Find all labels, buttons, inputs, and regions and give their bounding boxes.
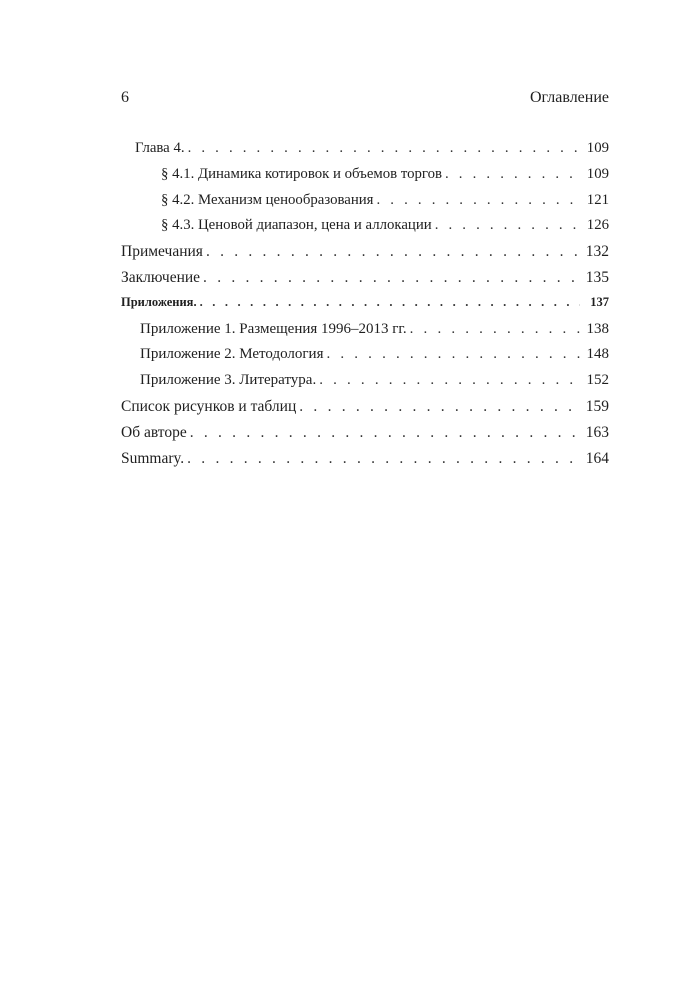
toc-entry-title: Приложение 1. Размещения 1996–2013 гг. <box>140 320 407 337</box>
dot-leader <box>200 295 580 310</box>
toc-entry-title: Список рисунков и таблиц <box>121 397 297 415</box>
toc-entry-page: 135 <box>585 268 609 286</box>
toc-entry-chapter-4[interactable] <box>121 140 609 166</box>
toc-entry-page: 163 <box>585 423 609 441</box>
toc-entry-title: Приложение 3. Литература. <box>140 372 317 389</box>
dot-leader <box>435 217 580 234</box>
dot-leader <box>445 166 580 183</box>
dot-leader <box>203 269 580 287</box>
dot-leader <box>187 450 580 468</box>
toc-entry-appendices[interactable] <box>121 295 609 321</box>
toc-entry-page: 152 <box>586 372 609 389</box>
toc-entry-title: Summary. <box>121 449 185 467</box>
toc-entry-notes[interactable] <box>121 243 609 269</box>
toc-entry-section-4-2[interactable] <box>121 192 609 218</box>
page-number: 6 <box>121 89 129 106</box>
toc-entry-section-4-3[interactable] <box>121 217 609 243</box>
toc-entry-page: 159 <box>585 397 609 415</box>
toc-entry-appendix-3[interactable] <box>121 372 609 398</box>
dot-leader <box>190 424 580 442</box>
toc-entry-title: Приложение 2. Методология <box>140 346 324 363</box>
toc-entry-page: 148 <box>586 346 609 363</box>
toc-entry-title: Примечания <box>121 243 203 261</box>
toc-entry-page: 109 <box>586 140 609 156</box>
dot-leader <box>319 372 580 389</box>
toc-entry-title: Приложения. <box>121 294 197 309</box>
toc-entry-page: 109 <box>586 165 609 182</box>
toc-entry-page: 121 <box>586 191 609 208</box>
toc-entry-title: Об авторе <box>121 423 187 441</box>
toc-entry-conclusion[interactable] <box>121 269 609 295</box>
toc-entry-title: § 4.3. Ценовой диапазон, цена и аллокации <box>161 217 432 234</box>
toc-entry-page: 126 <box>586 217 609 234</box>
page-header <box>121 89 609 113</box>
toc-entry-title: § 4.1. Динамика котировок и объемов торгов <box>161 165 442 182</box>
toc-entry-figures-tables[interactable] <box>121 398 609 424</box>
toc-entry-appendix-2[interactable] <box>121 346 609 372</box>
toc-entry-about-author[interactable] <box>121 424 609 450</box>
dot-leader <box>188 140 580 157</box>
dot-leader <box>299 398 580 416</box>
toc-entry-summary[interactable] <box>121 450 609 476</box>
toc-entry-page: 137 <box>590 294 609 309</box>
toc-entry-appendix-1[interactable] <box>121 321 609 347</box>
toc-entry-title: Глава 4. <box>135 140 185 156</box>
toc-entry-page: 138 <box>586 320 609 337</box>
toc-entry-page: 132 <box>585 243 609 261</box>
dot-leader <box>377 192 581 209</box>
dot-leader <box>326 346 580 363</box>
dot-leader <box>206 243 580 261</box>
toc-entry-title: § 4.2. Механизм ценообразования <box>161 191 374 208</box>
toc-entry-title: Заключение <box>121 268 201 286</box>
running-title: Оглавление <box>529 89 609 106</box>
dot-leader <box>410 321 580 338</box>
toc-entry-page: 164 <box>585 449 609 467</box>
toc-entry-section-4-1[interactable] <box>121 166 609 192</box>
table-of-contents <box>121 140 609 475</box>
